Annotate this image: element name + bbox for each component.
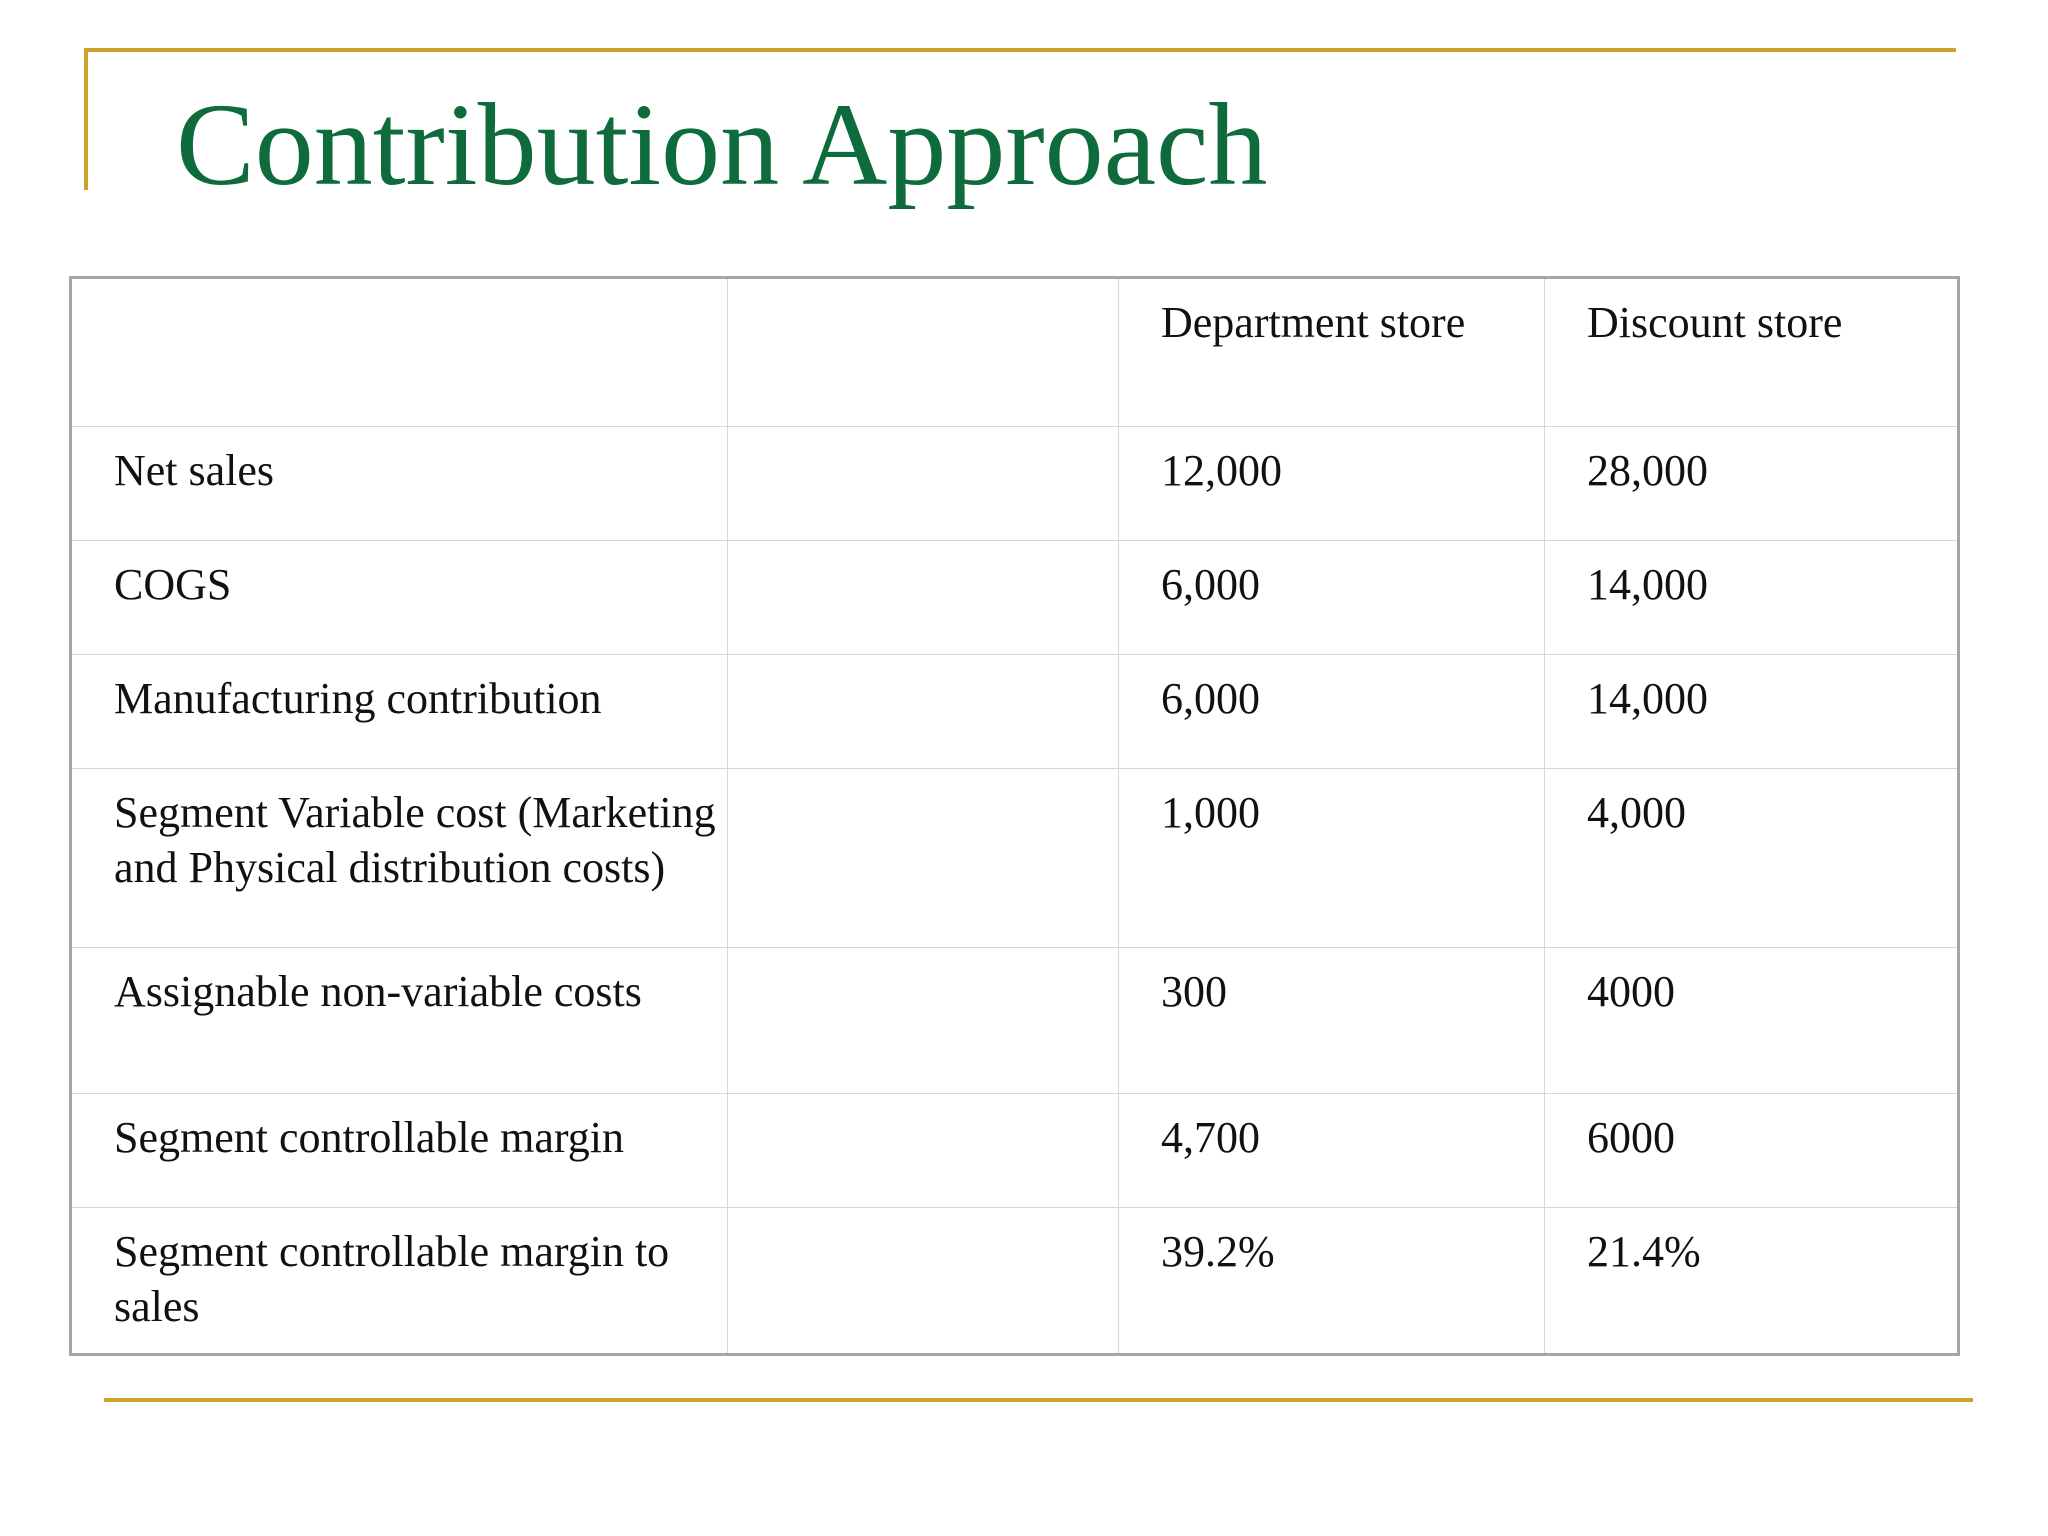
- empty-cell: [728, 427, 1119, 541]
- row-label: Segment controllable margin: [71, 1094, 728, 1208]
- bottom-accent-rule: [104, 1398, 1973, 1402]
- discount-store-value: 14,000: [1545, 541, 1959, 655]
- contribution-table: [69, 276, 1960, 1356]
- left-accent-rule: [84, 48, 88, 190]
- discount-store-value: 21.4%: [1545, 1208, 1959, 1355]
- discount-store-value: 4000: [1545, 948, 1959, 1094]
- header-cell: [728, 278, 1119, 427]
- row-label: Segment controllable margin to sales: [71, 1208, 728, 1355]
- department-store-value: 12,000: [1119, 427, 1545, 541]
- discount-store-value: 14,000: [1545, 655, 1959, 769]
- row-label: Manufacturing contribution: [71, 655, 728, 769]
- header-cell: [71, 278, 728, 427]
- table-row: [71, 427, 1959, 541]
- header-cell-discount-store: Discount store: [1545, 278, 1959, 427]
- row-label: Assignable non-variable costs: [71, 948, 728, 1094]
- row-label: COGS: [71, 541, 728, 655]
- department-store-value: 1,000: [1119, 769, 1545, 948]
- department-store-value: 6,000: [1119, 655, 1545, 769]
- header-cell-department-store: Department store: [1119, 278, 1545, 427]
- empty-cell: [728, 948, 1119, 1094]
- slide-title: Contribution Approach: [176, 79, 1268, 210]
- top-accent-rule: [84, 48, 1956, 52]
- discount-store-value: 6000: [1545, 1094, 1959, 1208]
- row-label: Segment Variable cost (Marketing and Physical distribution costs): [71, 769, 728, 948]
- department-store-value: 39.2%: [1119, 1208, 1545, 1355]
- table-header-row: [71, 278, 1959, 427]
- row-label: Net sales: [71, 427, 728, 541]
- empty-cell: [728, 1208, 1119, 1355]
- department-store-value: 300: [1119, 948, 1545, 1094]
- department-store-value: 6,000: [1119, 541, 1545, 655]
- empty-cell: [728, 769, 1119, 948]
- table-row: [71, 948, 1959, 1094]
- table-row: [71, 541, 1959, 655]
- empty-cell: [728, 1094, 1119, 1208]
- discount-store-value: 4,000: [1545, 769, 1959, 948]
- table-row: [71, 1208, 1959, 1355]
- empty-cell: [728, 541, 1119, 655]
- empty-cell: [728, 655, 1119, 769]
- table-row: [71, 769, 1959, 948]
- department-store-value: 4,700: [1119, 1094, 1545, 1208]
- table-row: [71, 655, 1959, 769]
- discount-store-value: 28,000: [1545, 427, 1959, 541]
- table-row: [71, 1094, 1959, 1208]
